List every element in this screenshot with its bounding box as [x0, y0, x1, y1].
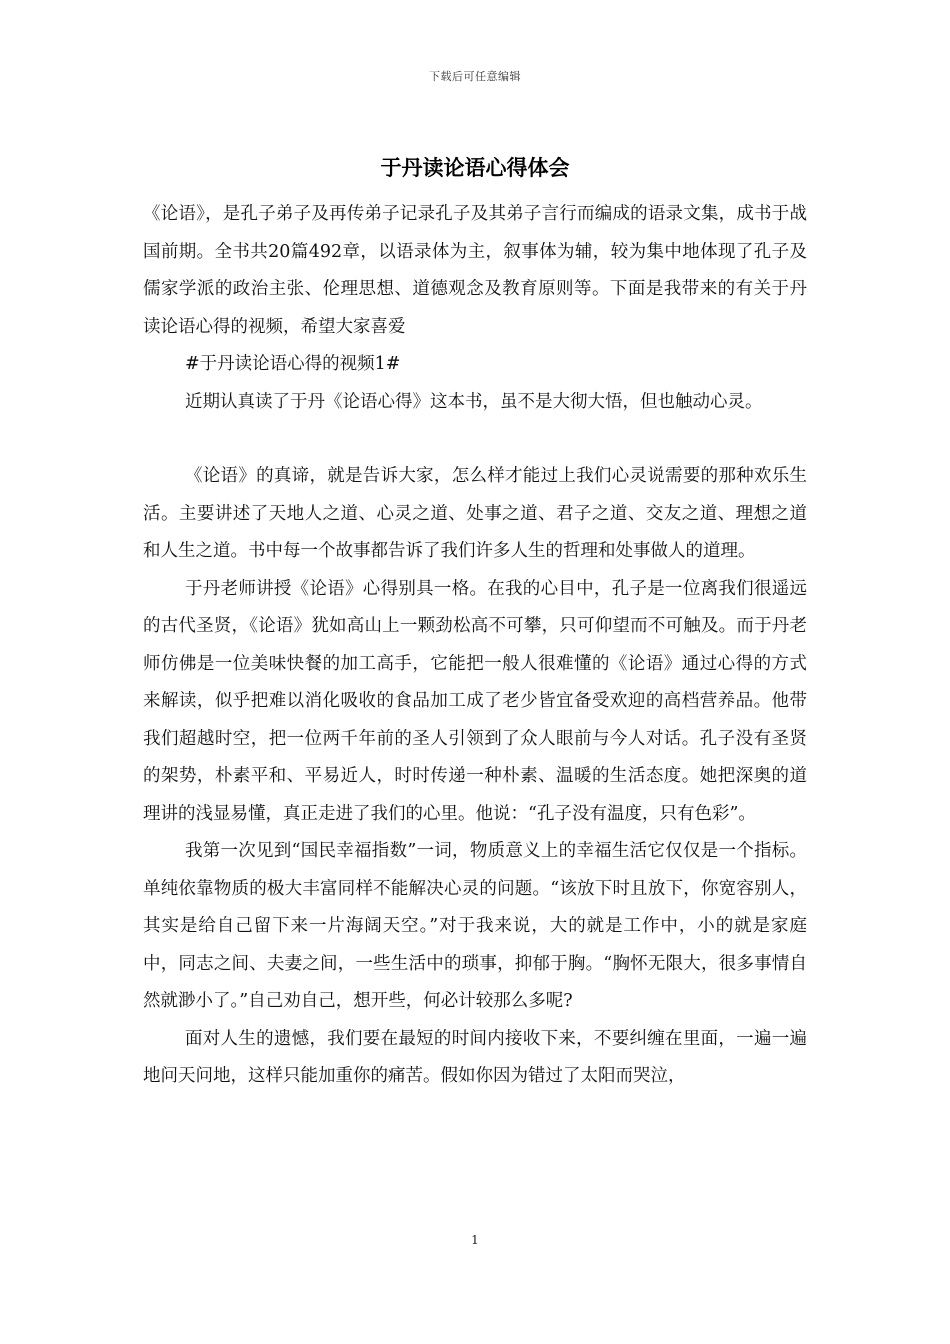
document-title: 于丹读论语心得体会	[380, 156, 570, 180]
body-paragraph: 近期认真读了于丹《论语心得》这本书，虽不是大彻大悟，但也触动心灵。	[185, 391, 763, 412]
document-body	[143, 196, 807, 1096]
page-number: 1	[471, 1233, 479, 1247]
body-paragraph: 《论语》的真谛，就是告诉大家，怎么样才能过上我们心灵说需要的那种欢乐生活。主要讲述了天地人之道、心灵之道、处事之道、君子之道、交友之道、理想之道和人生之道。书中每一个故事都告诉了我们许多人生的哲理和处事做人的道理。	[143, 466, 807, 561]
intro-paragraph: 《论语》，是孔子弟子及再传弟子记录孔子及其弟子言行而编成的语录文集，成书于战国前期。全书共20篇492章，以语录体为主，叙事体为辅，较为集中地体现了孔子及儒家学派的政治主张、伦理思想、道德观念及教育原则等。下面是我带来的有关于丹读论语心得的视频，希望大家喜爱	[143, 204, 807, 337]
body-paragraph: 面对人生的遗憾，我们要在最短的时间内接收下来，不要纠缠在里面，一遍一遍地问天问地，这样只能加重你的痛苦。假如你因为错过了太阳而哭泣，	[143, 1028, 807, 1086]
body-paragraph: 于丹老师讲授《论语》心得别具一格。在我的心目中，孔子是一位离我们很遥远的古代圣贤，《论语》犹如高山上一颗劲松高不可攀，只可仰望而不可触及。而于丹老师仿佛是一位美味快餐的加工高手，它能把一般人很难懂的《论语》通过心得的方式来解读，似乎把难以消化吸收的食品加工成了老少皆宜备受欢迎的高档营养品。他带我们超越时空，把一位两千年前的圣人引领到了众人眼前与今人对话。孔子没有圣贤的架势，朴素平和、平易近人，时时传递一种朴素、温暖的生活态度。她把深奥的道理讲的浅显易懂，真正走进了我们的心里。他说：“孔子没有温度，只有色彩”。	[143, 578, 807, 824]
page-header: 下载后可任意编辑	[429, 70, 521, 83]
body-paragraph: 我第一次见到“国民幸福指数”一词，物质意义上的幸福生活它仅仅是一个指标。单纯依靠物质的极大丰富同样不能解决心灵的问题。“该放下时且放下，你宽容别人，其实是给自己留下来一片海阔天空。”对于我来说，大的就是工作中，小的就是家庭中，同志之间、夫妻之间，一些生活中的琐事，抑郁于胸。“胸怀无限大，很多事情自然就渺小了。”自己劝自己，想开些，何必计较那么多呢?	[143, 841, 807, 1011]
section-heading: #于丹读论语心得的视频1#	[185, 354, 401, 374]
